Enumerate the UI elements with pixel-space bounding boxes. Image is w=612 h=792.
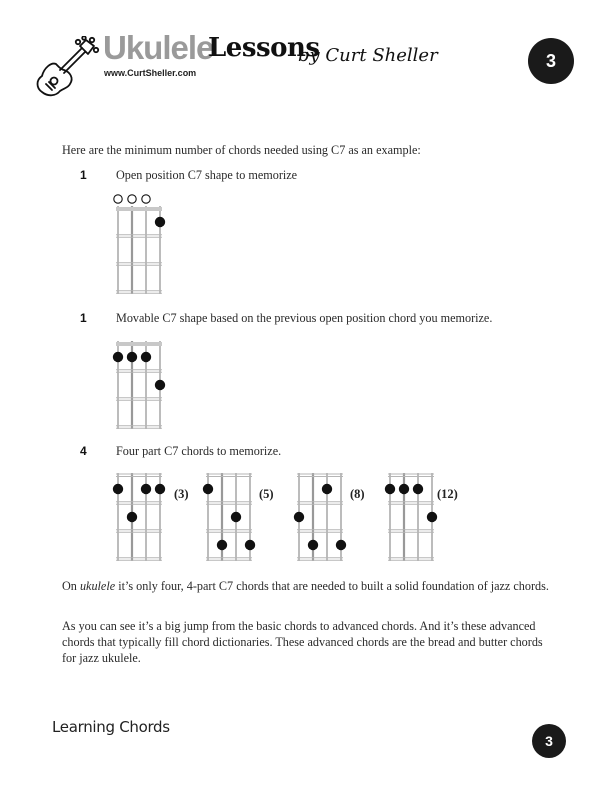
chord-diagram-c7-pos-5: [200, 457, 264, 567]
finger-dot: [113, 484, 123, 494]
section-3-count: 4: [80, 444, 87, 458]
chord-diagram-c7-pos-3: [110, 457, 174, 567]
finger-dot: [141, 484, 151, 494]
finger-dot: [336, 540, 346, 550]
paragraph-1-before: On: [62, 579, 80, 593]
finger-dot: [155, 380, 165, 390]
finger-dot: [413, 484, 423, 494]
page-badge-top: 3: [528, 38, 574, 84]
intro-text: Here are the minimum number of chords needed using C7 as an example:: [62, 143, 421, 157]
paragraph-ukulele-chords: [62, 578, 552, 594]
finger-dot: [385, 484, 395, 494]
finger-dot: [231, 512, 241, 522]
logo-lessons: Lessons: [208, 33, 320, 63]
finger-dot: [113, 352, 123, 362]
finger-dot: [308, 540, 318, 550]
section-2-text: Movable C7 shape based on the previous open position chord you memorize.: [116, 311, 493, 325]
chord-diagram-movable-c7: [110, 325, 174, 435]
open-string-marker: [142, 195, 150, 203]
paragraph-advanced-chords: As you can see it’s a big jump from the basic chords to advanced chords. And it’s these advanced chords that typically fill chord dictionaries. These advanced chords are the bread and butter chords for jazz ukulele.: [62, 619, 543, 665]
section-1-text: Open position C7 shape to memorize: [116, 168, 298, 182]
chord-diagram-c7-pos-12: [382, 457, 446, 567]
footer-section-title: Learning Chords: [52, 718, 170, 736]
open-string-marker: [128, 195, 136, 203]
nut: [116, 342, 162, 346]
finger-dot: [155, 484, 165, 494]
finger-dot: [127, 512, 137, 522]
finger-dot: [245, 540, 255, 550]
section-2-count: 1: [80, 311, 87, 325]
section-3-text: Four part C7 chords to memorize.: [116, 444, 282, 458]
ukulele-logo-icon: [34, 36, 100, 100]
position-label-8: (8): [350, 487, 365, 501]
open-string-marker: [114, 195, 122, 203]
chord-diagram-c7-pos-8: [291, 457, 355, 567]
finger-dot: [141, 352, 151, 362]
paragraph-1-after: it’s only four, 4-part C7 chords that are needed to built a solid foundation of jazz chords.: [115, 579, 549, 593]
position-label-12: (12): [437, 487, 458, 501]
logo-byline: by Curt Sheller: [298, 45, 438, 66]
nut: [116, 207, 162, 211]
header: [0, 0, 612, 110]
finger-dot: [217, 540, 227, 550]
position-label-3: (3): [174, 487, 189, 501]
finger-dot: [427, 512, 437, 522]
paragraph-1-emphasis: ukulele: [79, 579, 116, 593]
finger-dot: [155, 217, 165, 227]
finger-dot: [322, 484, 332, 494]
page-badge-bottom: 3: [532, 724, 566, 758]
finger-dot: [127, 352, 137, 362]
position-label-5: (5): [259, 487, 274, 501]
logo-ukulele: Ukulele: [103, 29, 214, 66]
website-link[interactable]: www.CurtSheller.com: [104, 68, 197, 78]
finger-dot: [203, 484, 213, 494]
section-1-count: 1: [80, 168, 87, 182]
finger-dot: [399, 484, 409, 494]
finger-dot: [294, 512, 304, 522]
chord-diagram-open-c7: [110, 190, 174, 300]
